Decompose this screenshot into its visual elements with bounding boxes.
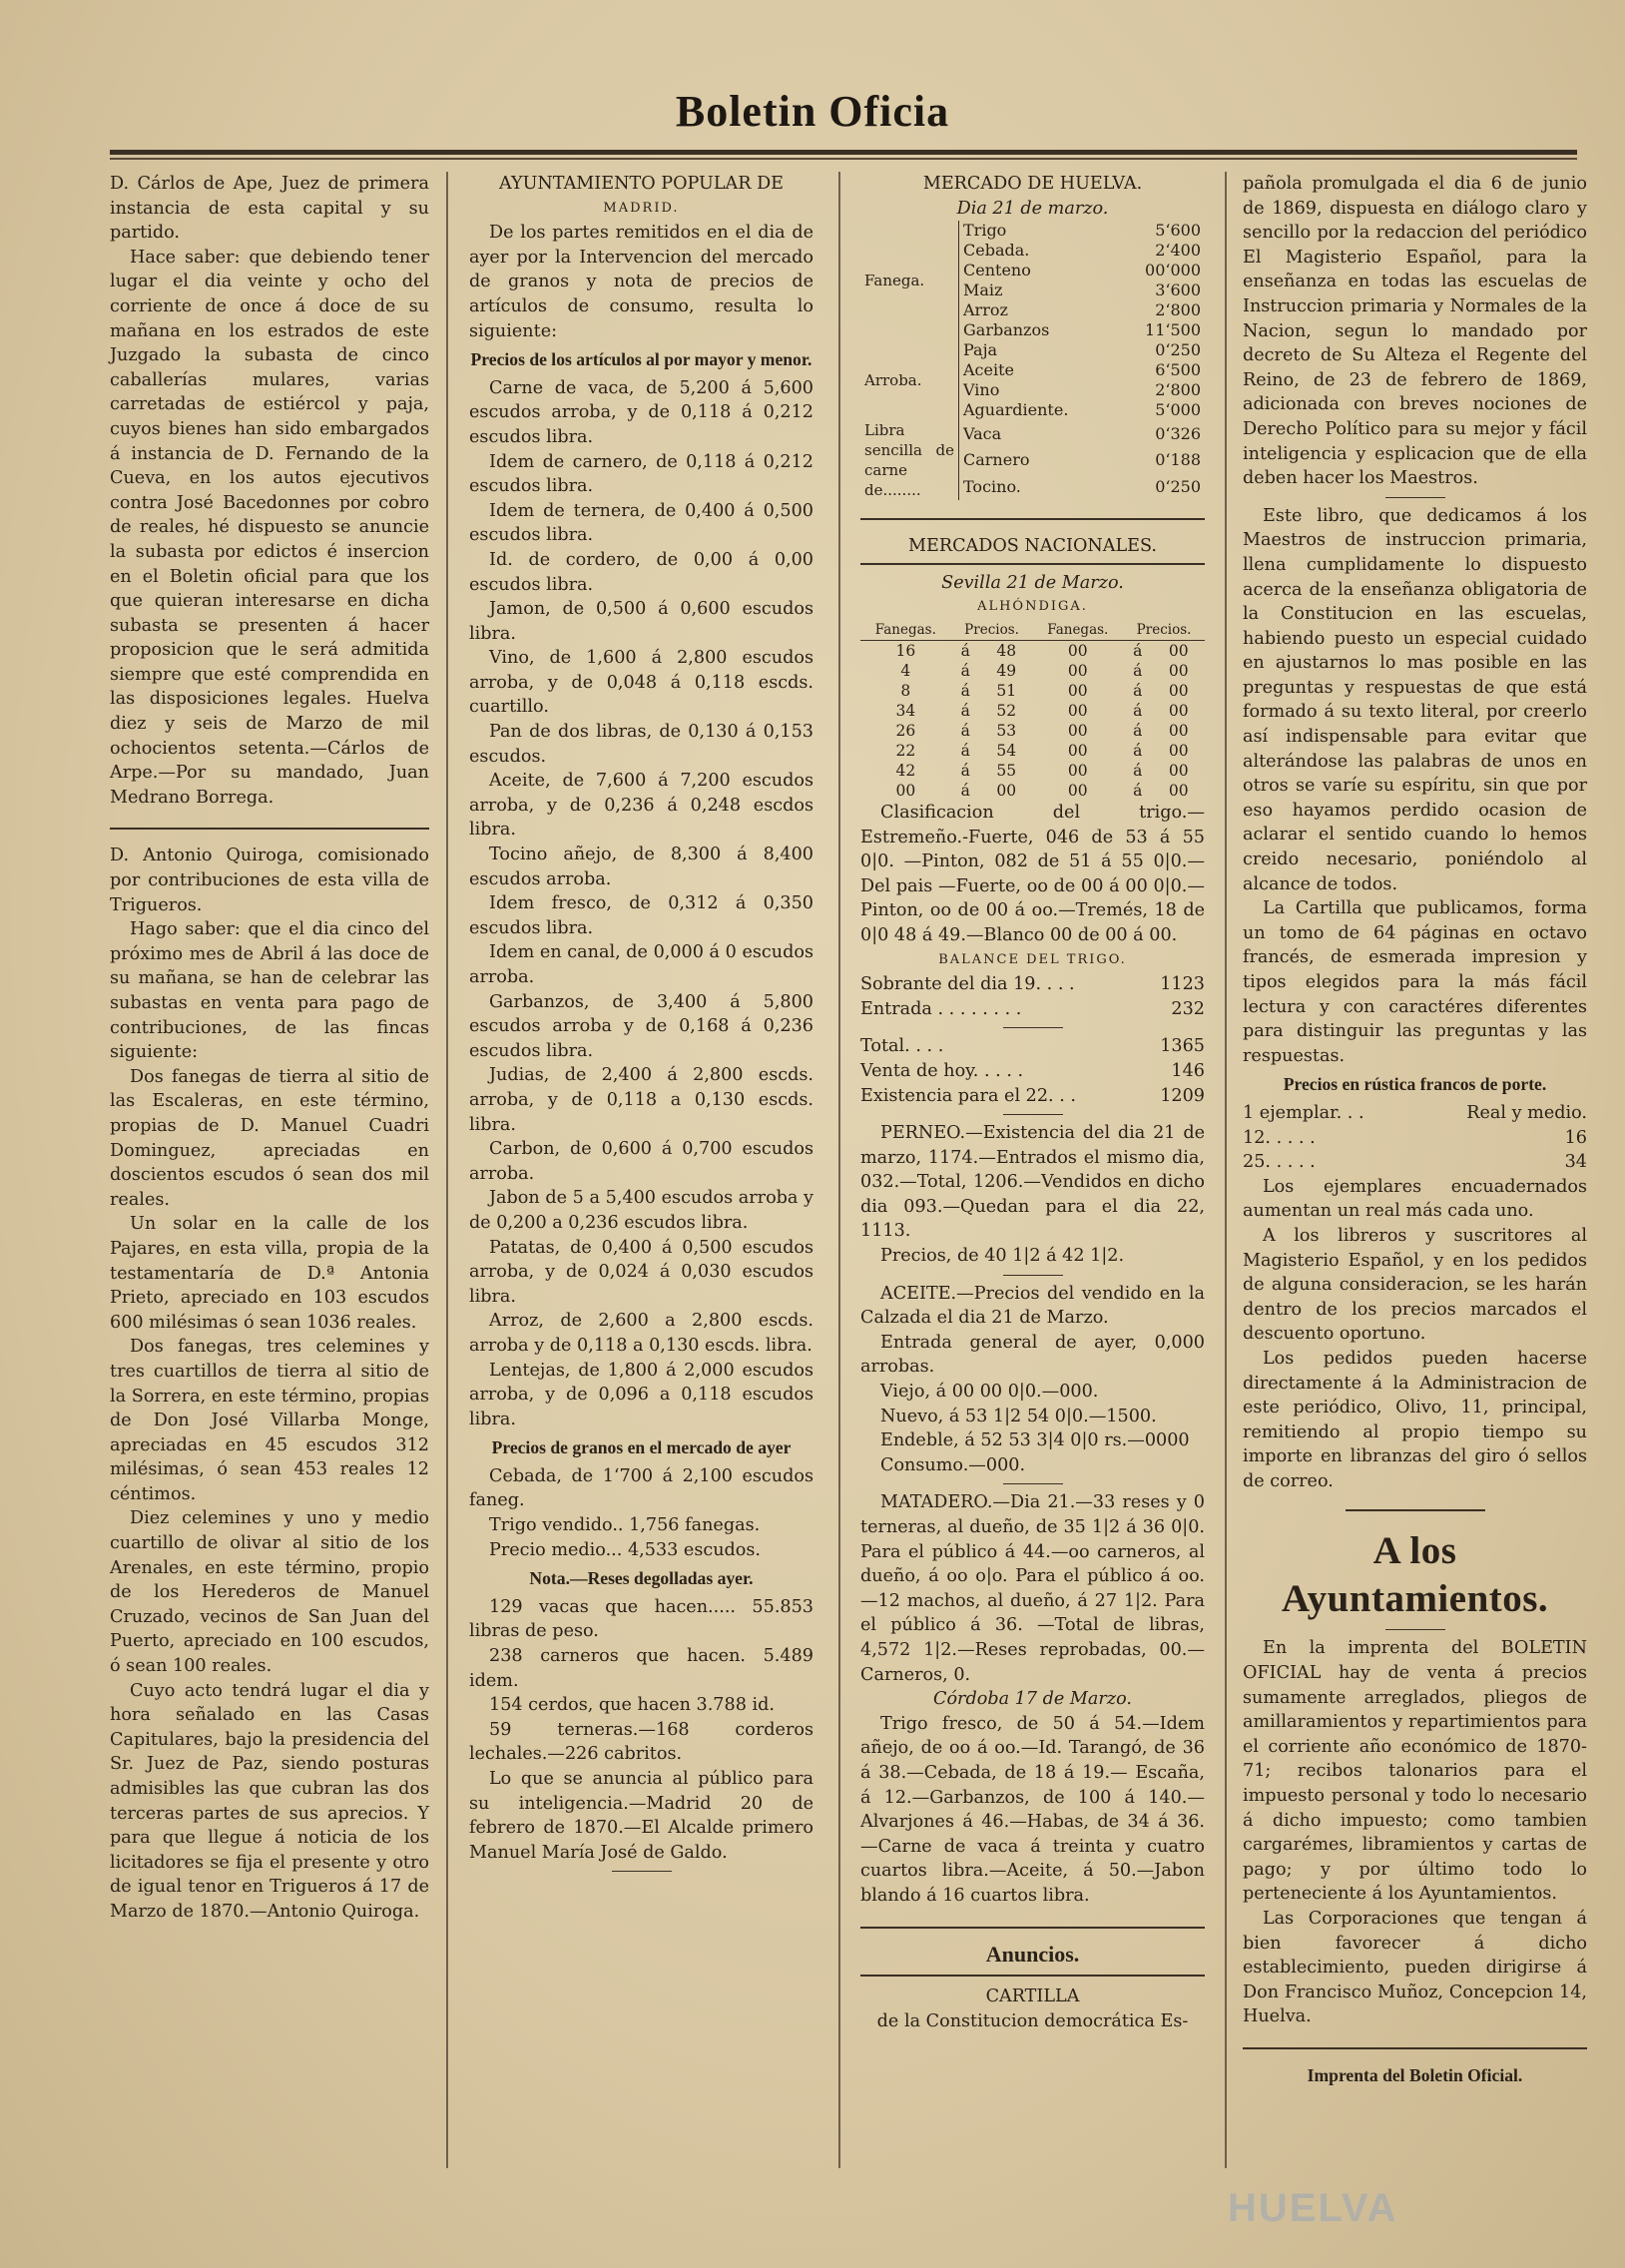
edict-paragraph: Diez celemines y uno y medio cuartillo de olivar al sitio de los Arenales, en este término, propio de los Herederos de Manuel Cruzado, vecinos de San Juan del Puerto, apreciado en 100 escudos, ó sean 100 reales. bbox=[110, 1508, 429, 1677]
alhondiga-cell: 00 bbox=[1168, 661, 1189, 680]
aceite-item: Nuevo, á 53 1|2 54 0|0.—1500. bbox=[880, 1406, 1157, 1426]
alhondiga-header: Fanegas. bbox=[860, 620, 951, 641]
price-item: Idem de ternera, de 0,400 á 0,500 escudos libra. bbox=[469, 500, 813, 546]
price-row-label: 12. . . . . bbox=[1243, 1127, 1316, 1148]
balance-row-value: 232 bbox=[1171, 998, 1205, 1019]
alhondiga-cell: 00 bbox=[1168, 641, 1189, 660]
market-item: Arroz bbox=[959, 300, 1117, 320]
ayuntamientos-paragraph: Las Corporaciones que tengan á bien favorecer á dicho establecimiento, pueden dirigirse á Don Francisco Muñoz, Concepcion 14, Huelva. bbox=[1243, 1909, 1587, 2027]
market-price: 0‘326 bbox=[1155, 423, 1201, 443]
alhondiga-cell: 00 bbox=[1067, 781, 1088, 800]
alhondiga-cell: á bbox=[960, 661, 970, 680]
alhondiga-cell: 42 bbox=[895, 761, 916, 780]
alhondiga-cell: 00 bbox=[1067, 721, 1088, 740]
edict-paragraph: Dos fanegas, tres celemines y tres cuartillos de tierra al sitio de la Sorrera, en este término, propias de Don José Villarba Monge, apreciadas en 45 escudos 312 milésimas, ó sean 453 reales 12 céntimos. bbox=[110, 1337, 429, 1504]
balance-row bbox=[860, 997, 1205, 1022]
price-item: Carne de vaca, de 5,200 á 5,600 escudos arroba, y de 0,118 á 0,212 escudos libra. bbox=[469, 377, 813, 447]
alhondiga-cell: 49 bbox=[996, 661, 1017, 680]
price-row bbox=[1243, 1150, 1587, 1175]
aceite-item: Consumo.—000. bbox=[880, 1454, 1026, 1475]
cordoba-date: Córdoba 17 de Marzo. bbox=[933, 1689, 1132, 1710]
anuncios-heading: Anuncios. bbox=[985, 1941, 1080, 1967]
alhondiga-cell: á bbox=[960, 761, 970, 780]
column-divider bbox=[446, 172, 448, 2168]
market-item: Trigo bbox=[959, 221, 1117, 241]
market-item: Vaca bbox=[959, 420, 1117, 447]
market-price: 3‘600 bbox=[1155, 281, 1201, 300]
section-rule bbox=[860, 1927, 1205, 1929]
market-price: 5‘600 bbox=[1155, 221, 1201, 241]
price-row bbox=[1243, 1126, 1587, 1151]
alhondiga-cell: 00 bbox=[1067, 741, 1088, 760]
huelva-price-table bbox=[860, 221, 1205, 500]
section-rule bbox=[612, 1871, 672, 1872]
grains-list bbox=[469, 1464, 813, 1562]
group-label: Fanega. bbox=[864, 272, 925, 290]
alhondiga-cell: 26 bbox=[895, 721, 916, 740]
grain-item: Trigo vendido.. 1,756 fanegas. bbox=[489, 1515, 761, 1536]
alhondiga-cell: 00 bbox=[1067, 761, 1088, 780]
column-divider bbox=[1225, 172, 1227, 2168]
balance-row-label: Existencia para el 22. . . bbox=[860, 1085, 1077, 1106]
section-rule bbox=[1003, 1275, 1063, 1276]
price-row-value: Real y medio. bbox=[1466, 1102, 1587, 1123]
balance-row-label: Entrada . . . . . . . . bbox=[860, 998, 1022, 1019]
alhondiga-cell: á bbox=[960, 641, 970, 660]
reses-list bbox=[469, 1595, 813, 1767]
alhondiga-cell: 51 bbox=[996, 681, 1017, 700]
alhondiga-row bbox=[860, 781, 1205, 801]
alhondiga-cell: 00 bbox=[996, 781, 1017, 800]
price-row-value: 16 bbox=[1564, 1127, 1587, 1148]
prices-list bbox=[469, 376, 813, 1432]
market-price: 11‘500 bbox=[1145, 320, 1201, 340]
balance-row bbox=[860, 972, 1205, 997]
alhondiga-cell: 55 bbox=[996, 761, 1017, 780]
balance-row-label: Venta de hoy. . . . . bbox=[860, 1060, 1024, 1081]
market-price: 5‘000 bbox=[1155, 400, 1201, 420]
alhondiga-cell: 00 bbox=[1067, 701, 1088, 720]
market-price: 6‘500 bbox=[1155, 360, 1201, 380]
column-2 bbox=[469, 172, 813, 1878]
alhondiga-cell: 52 bbox=[996, 701, 1017, 720]
cartilla-paragraph: Los pedidos pueden hacerse directamente á la Administracion de este periódico, Olivo, 11, principal, remitiendo al propio tiempo su importe en libranzas del giro ó sellos de correo. bbox=[1243, 1348, 1587, 1491]
intro-paragraph: De los partes remitidos en el dia de ayer por la Intervencion del mercado de granos y nota de precios de artículos de consumo, resulta lo siguiente: bbox=[469, 223, 813, 341]
prices-heading: Precios de los artículos al por mayor y menor. bbox=[470, 349, 812, 370]
section-rule bbox=[110, 828, 429, 830]
header-rule bbox=[110, 150, 1577, 155]
column-4 bbox=[1243, 172, 1587, 2092]
alhondiga-cell: á bbox=[1133, 641, 1143, 660]
market-item: Maiz bbox=[959, 281, 1117, 300]
alhondiga-cell: 00 bbox=[1168, 681, 1189, 700]
price-row-value: 34 bbox=[1564, 1152, 1587, 1173]
section-rule bbox=[1003, 1483, 1063, 1484]
balance-list bbox=[860, 972, 1205, 1021]
price-item: Judias, de 2,400 á 2,800 escds. arroba, y de 0,118 a 0,130 escds. libra. bbox=[469, 1065, 813, 1135]
alhondiga-cell: 8 bbox=[900, 681, 911, 700]
market-item: Aguardiente. bbox=[959, 400, 1117, 420]
price-item: Vino, de 1,600 á 2,800 escudos arroba, y de 0,048 á 0,118 escds. cuartillo. bbox=[469, 648, 813, 718]
section-rule bbox=[1346, 1509, 1485, 1511]
price-item: Carbon, de 0,600 á 0,700 escudos arroba. bbox=[469, 1139, 813, 1184]
price-item: Garbanzos, de 3,400 á 5,800 escudos arroba y de 0,168 á 0,236 escudos libra. bbox=[469, 991, 813, 1061]
alhondiga-cell: 34 bbox=[895, 701, 916, 720]
reses-item: 154 cerdos, que hacen 3.788 id. bbox=[489, 1695, 775, 1716]
section-rule bbox=[860, 518, 1205, 520]
market-price: 0‘188 bbox=[1155, 450, 1201, 470]
alhondiga-cell: á bbox=[1133, 681, 1143, 700]
alhondiga-label: ALHÓNDIGA. bbox=[977, 599, 1088, 615]
sevilla-date: Sevilla 21 de Marzo. bbox=[941, 572, 1124, 593]
alhondiga-row bbox=[860, 661, 1205, 681]
alhondiga-cell: 16 bbox=[895, 641, 916, 660]
balance-row-label: Sobrante del dia 19. . . . bbox=[860, 974, 1075, 995]
header-rule-thin bbox=[110, 158, 1577, 160]
price-row bbox=[1243, 1101, 1587, 1126]
price-item: Idem de carnero, de 0,118 á 0,212 escudos libra. bbox=[469, 451, 813, 497]
alhondiga-cell: á bbox=[960, 781, 970, 800]
grain-item: Precio medio... 4,533 escudos. bbox=[489, 1539, 762, 1560]
price-row-label: 25. . . . . bbox=[1243, 1152, 1316, 1173]
price-item: Patatas, de 0,400 á 0,500 escudos arroba, y de 0,024 á 0,030 escudos libra. bbox=[469, 1237, 813, 1307]
alhondiga-header: Precios. bbox=[1123, 620, 1205, 641]
alhondiga-cell: 00 bbox=[1067, 681, 1088, 700]
alhondiga-cell: á bbox=[960, 681, 970, 700]
reses-item: 238 carneros que hacen. 5.489 idem. bbox=[469, 1646, 813, 1691]
edict-paragraph: Hago saber: que el dia cinco del próximo mes de Abril á las doce de su mañana, se han de celebrar las subastas en venta para pago de contribuciones, de las fincas siguiente: bbox=[110, 919, 429, 1063]
reses-item: 59 terneras.—168 corderos lechales.—226 cabritos. bbox=[469, 1719, 813, 1765]
section-rule bbox=[1243, 2047, 1587, 2049]
market-item: Centeno bbox=[959, 261, 1117, 281]
section-rule bbox=[1385, 497, 1445, 498]
column-1 bbox=[110, 172, 429, 1925]
balance-row-value: 1123 bbox=[1160, 974, 1205, 995]
market-price: 0‘250 bbox=[1155, 340, 1201, 360]
balance-row-value: 1365 bbox=[1160, 1036, 1205, 1057]
section-rule bbox=[860, 1975, 1205, 1977]
section-title: AYUNTAMIENTO POPULAR DE bbox=[498, 174, 785, 194]
aceite-text: ACEITE.—Precios del vendido en la Calzada el dia 21 de Marzo. bbox=[860, 1283, 1205, 1329]
alhondiga-cell: 54 bbox=[996, 741, 1017, 760]
matadero-text: MATADERO.—Dia 21.—33 reses y 0 terneras, al dueño, de 35 1|2 á 36 0|0. Para el público á 44.—oo carneros, al dueño, á oo o|o. Para el público á oo.—12 machos, al dueño, á 27 1|2. Para el público á 36. —Total de libras, 4,572 1|2.—Reses reprobadas, 00.—Carneros, 0. bbox=[860, 1492, 1205, 1685]
perneo-text: PERNEO.—Existencia del dia 21 de marzo, 1174.—Entrados el mismo dia, 032.—Total, 1206.—Vendidos en dicho dia 093.—Quedan para el dia 22, 1113. bbox=[860, 1123, 1205, 1242]
price-item: Jamon, de 0,500 á 0,600 escudos libra. bbox=[469, 599, 813, 644]
alhondiga-cell: á bbox=[960, 701, 970, 720]
edict-paragraph: Un solar en la calle de los Pajares, en esta villa, propia de la testamentaría de D.ª Antonia Prieto, apreciado en 103 escudos 600 milésimas ó sean 1036 reales. bbox=[110, 1214, 429, 1333]
alhondiga-cell: 00 bbox=[1168, 781, 1189, 800]
price-item: Tocino añejo, de 8,300 á 8,400 escudos arroba. bbox=[469, 845, 813, 889]
grain-item: Cebada, de 1‘700 á 2,100 escudos faneg. bbox=[469, 1465, 813, 1511]
alhondiga-cell: á bbox=[960, 721, 970, 740]
cartilla-paragraph: La Cartilla que publicamos, forma un tomo de 64 páginas en octavo francés, de esmerada impresion y tipos elegidos para la más fácil lectura y con caractéres diferentes para distinguir las preguntas y las respuestas. bbox=[1243, 898, 1587, 1066]
alhondiga-row bbox=[860, 640, 1205, 661]
market-item: Vino bbox=[959, 380, 1117, 400]
balance-title: BALANCE DEL TRIGO. bbox=[938, 951, 1127, 967]
cordoba-text: Trigo fresco, de 50 á 54.—Idem añejo, de oo á oo.—Id. Tarangó, de 36 á 38.—Cebada, de 18 á 19.— Escaña, á 12.—Garbanzos, de 100 á 140.—Alvarjones á 46.—Habas, de 34 á 36.—Carne de vaca á treinta y cuatro cuartos libra.—Aceite, á 50.—Jabon blando á 16 cuartos libra. bbox=[860, 1713, 1205, 1906]
market-price: 00‘000 bbox=[1145, 261, 1201, 281]
balance-row bbox=[860, 1084, 1205, 1109]
alhondiga-cell: 00 bbox=[1067, 641, 1088, 660]
alhondiga-cell: á bbox=[1133, 741, 1143, 760]
alhondiga-row bbox=[860, 721, 1205, 741]
rustica-price-list bbox=[1243, 1101, 1587, 1175]
alhondiga-cell: 00 bbox=[1168, 741, 1189, 760]
price-item: Arroz, de 2,600 a 2,800 escds. arroba y de 0,118 a 0,130 escds. libra. bbox=[469, 1311, 813, 1356]
section-rule bbox=[860, 563, 1205, 565]
edict-heading: D. Cárlos de Ape, Juez de primera instancia de esta capital y su partido. bbox=[110, 174, 429, 244]
ayuntamientos-title: A los Ayuntamientos. bbox=[1281, 1529, 1549, 1621]
balance-total-list bbox=[860, 1034, 1205, 1108]
market-price: 0‘250 bbox=[1155, 476, 1201, 496]
cartilla-paragraph: Los ejemplares encuadernados aumentan un real más cada uno. bbox=[1243, 1176, 1587, 1222]
edict-paragraph: Cuyo acto tendrá lugar el dia y hora señalado en las Casas Capitulares, bajo la presidencia del Sr. Juez de Paz, siendo posturas admisibles las que cubran las dos terceras partes de sus aprecios. Y para que llegue á noticia de los licitadores se fija el presente y otro de igual tenor en Trigueros á 17 de Marzo de 1870.—Antonio Quiroga. bbox=[110, 1680, 429, 1922]
group-label: Arroba. bbox=[864, 371, 922, 390]
aceite-item: Viejo, á 00 00 0|0.—000. bbox=[880, 1382, 1099, 1403]
alhondiga-cell: 00 bbox=[1168, 701, 1189, 720]
cartilla-continued: pañola promulgada el dia 6 de junio de 1869, dispuesta en diálogo claro y sencillo por la redaccion del periódico El Magisterio Español, para la enseñanza en todas las escuelas de Instruccion primaria y Normales de la Nacion, segun lo mandado por decreto de Su Alteza el Regente del Reino, de 23 de febrero de 1869, adicionada con breves nociones de Derecho Político para su mejor y fácil inteligencia y esplicacion que de ella deben hacer los Maestros. bbox=[1243, 174, 1587, 489]
market-date: Dia 21 de marzo. bbox=[956, 198, 1109, 219]
price-item: Pan de dos libras, de 0,130 á 0,153 escudos. bbox=[469, 722, 813, 767]
alhondiga-row bbox=[860, 701, 1205, 721]
alhondiga-cell: 00 bbox=[1168, 761, 1189, 780]
price-item: Jabon de 5 a 5,400 escudos arroba y de 0,200 a 0,236 escudos libra. bbox=[469, 1188, 813, 1233]
rustica-prices-heading: Precios en rústica francos de porte. bbox=[1283, 1074, 1547, 1095]
alhondiga-cell: 4 bbox=[900, 661, 911, 680]
alhondiga-table bbox=[860, 620, 1205, 801]
alhondiga-row bbox=[860, 761, 1205, 781]
section-rule bbox=[1003, 1114, 1063, 1115]
column-3 bbox=[860, 172, 1205, 2033]
cartilla-title: CARTILLA bbox=[985, 1986, 1080, 2007]
alhondiga-row bbox=[860, 741, 1205, 761]
perneo-prices: Precios, de 40 1|2 á 42 1|2. bbox=[880, 1246, 1125, 1267]
market-row bbox=[860, 420, 1205, 447]
balance-row-label: Total. . . . bbox=[860, 1036, 944, 1057]
price-item: Lentejas, de 1,800 á 2,000 escudos arroba, y de 0,096 a 0,118 escudos libra. bbox=[469, 1360, 813, 1429]
alhondiga-cell: 00 bbox=[895, 781, 916, 800]
market-item: Aceite bbox=[959, 360, 1117, 380]
price-item: Aceite, de 7,600 á 7,200 escudos arroba, y de 0,236 á 0,248 escdos libra. bbox=[469, 771, 813, 841]
alhondiga-header: Fanegas. bbox=[1032, 620, 1123, 641]
aceite-item: Endeble, á 52 53 3|4 0|0 rs.—0000 bbox=[880, 1430, 1190, 1451]
price-item: Idem fresco, de 0,312 á 0,350 escudos libra. bbox=[469, 893, 813, 938]
market-price: 2‘800 bbox=[1155, 300, 1201, 320]
balance-row bbox=[860, 1059, 1205, 1084]
market-price: 2‘400 bbox=[1155, 241, 1201, 261]
alhondiga-cell: á bbox=[1133, 661, 1143, 680]
balance-row-value: 1209 bbox=[1160, 1085, 1205, 1106]
cartilla-paragraph: A los libreros y suscritores al Magisterio Español, y en los pedidos de alguna consideracion, se les harán dentro de los precios marcados el descuento oportuno. bbox=[1243, 1225, 1587, 1345]
alhondiga-header: Precios. bbox=[951, 620, 1033, 641]
group-label: Libra sencilla de carne de........ bbox=[864, 421, 954, 500]
ayuntamientos-paragraph: En la imprenta del BOLETIN OFICIAL hay de venta á precios sumamente arreglados, pliegos de amillaramientos y repartimientos para el corriente año económico de 1870-71; recibos talonarios para el impuesto personal y todo lo necesario á dicho impuesto; como tambien cargarémes, libramientos y cartas de pago; y por último todo lo perteneciente á los Ayuntamientos. bbox=[1243, 1638, 1587, 1905]
section-rule bbox=[1385, 1629, 1445, 1630]
section-rule bbox=[1003, 1027, 1063, 1028]
national-markets-title: MERCADOS NACIONALES. bbox=[907, 536, 1158, 557]
alhondiga-cell: á bbox=[1133, 781, 1143, 800]
alhondiga-cell: 53 bbox=[996, 721, 1017, 740]
balance-row-value: 146 bbox=[1171, 1060, 1205, 1081]
market-item: Garbanzos bbox=[959, 320, 1117, 340]
reses-item: 129 vacas que hacen..... 55.853 libras de peso. bbox=[469, 1596, 813, 1642]
alhondiga-cell: 48 bbox=[996, 641, 1017, 660]
market-item: Carnero bbox=[959, 447, 1117, 474]
alhondiga-cell: 22 bbox=[895, 741, 916, 760]
market-item: Cebada. bbox=[959, 241, 1117, 261]
edict-paragraph: Dos fanegas de tierra al sitio de las Escaleras, en este término, propias de D. Manuel Cuadri Dominguez, apreciadas en doscientos escudos ó sean dos mil reales. bbox=[110, 1066, 429, 1210]
aceite-item: Entrada general de ayer, 0,000 arrobas. bbox=[860, 1332, 1205, 1378]
alhondiga-row bbox=[860, 681, 1205, 701]
market-row bbox=[860, 340, 1205, 360]
alhondiga-cell: 00 bbox=[1168, 721, 1189, 740]
alhondiga-cell: á bbox=[960, 741, 970, 760]
masthead-title: Boletin Oficia bbox=[675, 87, 950, 136]
cartilla-subtitle: de la Constitucion democrática Es- bbox=[876, 2010, 1189, 2031]
alhondiga-cell: á bbox=[1133, 701, 1143, 720]
edict-body: Hace saber: que debiendo tener lugar el dia veinte y ocho del corriente de once á doce de su mañana en los estrados de este Juzgado la subasta de cinco caballerías mulares, varias carretadas de estiércol y paja, cuyos bienes han sido embargados á instancia de D. Fernando de la Cueva, en los autos ejecutivos contra José Bacedonnes por cobro de reales, hé dispuesto se anuncie la subasta por edictos é insercion en el Boletin oficial para que los que quieran interesarse en dicha subasta se presenten á hacer proposicion que le será admitida siempre que esté comprendida en las disposiciones legales. Huelva diez y seis de Marzo de mil ochocientos setenta.—Cárlos de Arpe.—Por su mandado, Juan Medrano Borrega. bbox=[110, 247, 429, 808]
closing-paragraph: Lo que se anuncia al público para su inteligencia.—Madrid 20 de febrero de 1870.—El Alcalde primero Manuel María José de Galdo. bbox=[469, 1769, 813, 1863]
market-item: Tocino. bbox=[959, 474, 1117, 501]
market-title: MERCADO DE HUELVA. bbox=[922, 174, 1143, 194]
reses-heading: Nota.—Reses degolladas ayer. bbox=[529, 1568, 754, 1589]
grains-heading: Precios de granos en el mercado de ayer bbox=[491, 1437, 792, 1458]
price-item: Id. de cordero, de 0,00 á 0,00 escudos libra. bbox=[469, 549, 813, 595]
clasificacion-text: Clasificacion del trigo.—Estremeño.-Fuerte, 046 de 53 á 55 0|0. —Pinton, 082 de 51 á 55 0|0.—Del pais —Fuerte, oo de 00 á 00 0|0.—Pinton, oo de 00 á oo.—Tremés, 18 de 0|0 48 á 49.—Blanco 00 de 00 á 00. bbox=[860, 802, 1205, 945]
alhondiga-cell: á bbox=[1133, 721, 1143, 740]
alhondiga-cell: á bbox=[1133, 761, 1143, 780]
imprenta-footer: Imprenta del Boletin Oficial. bbox=[1307, 2064, 1523, 2085]
edict-heading: D. Antonio Quiroga, comisionado por contribuciones de esta villa de Trigueros. bbox=[110, 846, 429, 915]
alhondiga-cell: 00 bbox=[1067, 661, 1088, 680]
market-row bbox=[860, 221, 1205, 241]
cartilla-paragraph: Este libro, que dedicamos á los Maestros de instruccion primaria, llena cumplidamente lo dispuesto acerca de la enseñanza obligatoria de la Constitucion en las escuelas, habiendo puesto un especial cuidado en ajustarnos lo mas posible en las preguntas y respuestas de que está formado á su texto literal, por creerlo así indispensable para evitar que alterándose las palabras de unos en otros se varíe su espíritu, sin que por eso hayamos perdido ocasion de aclarar el sentido cuando lo hemos creido necesario, poniéndolo al alcance de todos. bbox=[1243, 505, 1587, 894]
section-subtitle: MADRID. bbox=[603, 200, 680, 216]
price-item: Idem en canal, de 0,000 á 0 escudos arroba. bbox=[469, 942, 813, 987]
aceite-list bbox=[860, 1331, 1205, 1478]
huelva-watermark: HUELVA bbox=[1228, 2186, 1398, 2230]
market-item: Paja bbox=[959, 340, 1117, 360]
price-row-label: 1 ejemplar. . . bbox=[1243, 1102, 1364, 1123]
market-price: 2‘800 bbox=[1155, 380, 1201, 400]
column-divider bbox=[838, 172, 840, 2168]
balance-row bbox=[860, 1034, 1205, 1059]
